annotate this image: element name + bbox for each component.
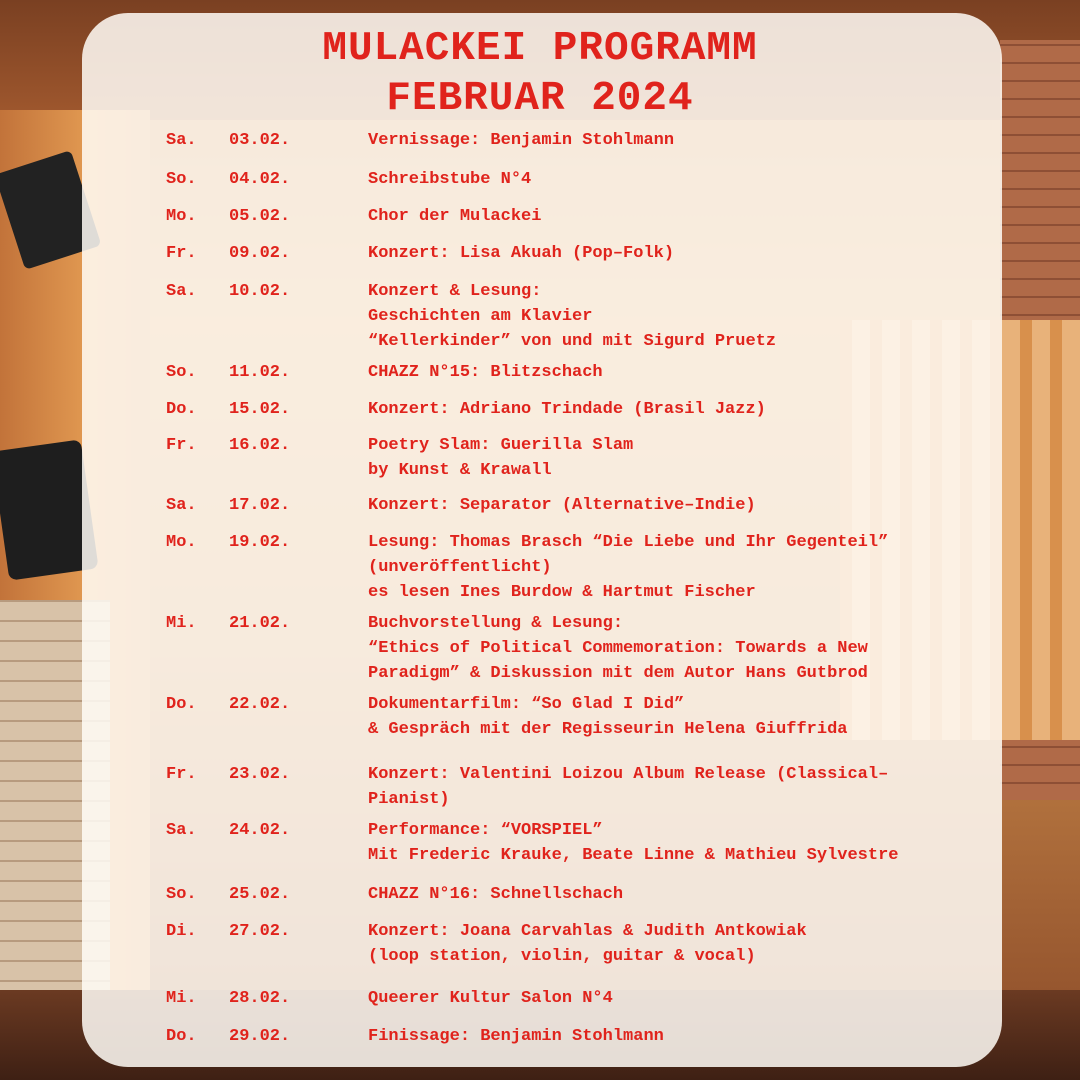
event-day: Do.: [166, 400, 197, 419]
event-description: [368, 204, 958, 229]
event-description-line: Konzert: Separator (Alternative–Indie): [368, 496, 756, 515]
event-date: 25.02.: [229, 885, 291, 904]
event-description-line: Konzert & Lesung:: [368, 282, 542, 301]
event-description: [368, 611, 958, 686]
event-description: [368, 433, 958, 483]
event-description-line: Poetry Slam: Guerilla Slam: [368, 436, 634, 455]
event-day: Mo.: [166, 533, 197, 552]
event-day: Fr.: [166, 765, 197, 784]
event-date: 23.02.: [229, 765, 291, 784]
event-date: 24.02.: [229, 821, 291, 840]
event-description: [368, 397, 958, 422]
event-description-line: Lesung: Thomas Brasch “Die Liebe und Ihr Gegenteil”: [368, 533, 889, 552]
event-day: Fr.: [166, 244, 197, 263]
program-month: FEBRUAR 2024: [386, 76, 694, 122]
event-day: Mi.: [166, 614, 197, 633]
program-title: MULACKEI PROGRAMM: [322, 26, 758, 72]
event-description-line: Vernissage: Benjamin Stohlmann: [368, 131, 675, 150]
event-day: Sa.: [166, 131, 197, 150]
event-description-line: (loop station, violin, guitar & vocal): [368, 947, 756, 966]
event-description: [368, 360, 958, 385]
event-date: 11.02.: [229, 363, 291, 382]
event-date: 28.02.: [229, 989, 291, 1008]
event-description-line: Queerer Kultur Salon N°4: [368, 989, 613, 1008]
event-date: 17.02.: [229, 496, 291, 515]
event-description-line: Konzert: Joana Carvahlas & Judith Antkowiak: [368, 922, 807, 941]
event-day: Mi.: [166, 989, 197, 1008]
event-day: Mo.: [166, 207, 197, 226]
event-description-line: Mit Frederic Krauke, Beate Linne & Mathieu Sylvestre: [368, 846, 899, 865]
event-description: [368, 882, 958, 907]
event-date: 21.02.: [229, 614, 291, 633]
event-day: Do.: [166, 695, 197, 714]
event-description-line: Dokumentarfilm: “So Glad I Did”: [368, 695, 685, 714]
event-day: Sa.: [166, 282, 197, 301]
event-description-line: Finissage: Benjamin Stohlmann: [368, 1027, 664, 1046]
event-description-line: Paradigm” & Diskussion mit dem Autor Hans Gutbrod: [368, 664, 868, 683]
event-date: 22.02.: [229, 695, 291, 714]
event-description: [368, 530, 958, 605]
event-description-line: “Kellerkinder” von und mit Sigurd Pruetz: [368, 332, 777, 351]
event-description-line: by Kunst & Krawall: [368, 461, 552, 480]
event-description: [368, 279, 958, 354]
event-day: Sa.: [166, 821, 197, 840]
event-date: 15.02.: [229, 400, 291, 419]
event-date: 03.02.: [229, 131, 291, 150]
event-date: 04.02.: [229, 170, 291, 189]
event-description-line: Schreibstube N°4: [368, 170, 532, 189]
event-description-line: Performance: “VORSPIEL”: [368, 821, 603, 840]
event-description-line: Konzert: Adriano Trindade (Brasil Jazz): [368, 400, 766, 419]
event-description-line: es lesen Ines Burdow & Hartmut Fischer: [368, 583, 756, 602]
event-day: So.: [166, 885, 197, 904]
event-day: Do.: [166, 1027, 197, 1046]
event-description: [368, 818, 958, 868]
event-day: Fr.: [166, 436, 197, 455]
event-day: So.: [166, 363, 197, 382]
event-description: [368, 692, 958, 742]
event-date: 10.02.: [229, 282, 291, 301]
event-date: 29.02.: [229, 1027, 291, 1046]
event-date: 16.02.: [229, 436, 291, 455]
event-day: So.: [166, 170, 197, 189]
event-date: 09.02.: [229, 244, 291, 263]
event-description: [368, 167, 958, 192]
event-description: [368, 1024, 958, 1049]
event-description-line: CHAZZ N°16: Schnellschach: [368, 885, 624, 904]
event-description-line: Pianist): [368, 790, 450, 809]
event-date: 27.02.: [229, 922, 291, 941]
event-date: 05.02.: [229, 207, 291, 226]
event-description: [368, 241, 958, 266]
event-day: Sa.: [166, 496, 197, 515]
event-description: [368, 493, 958, 518]
event-description-line: & Gespräch mit der Regisseurin Helena Giuffrida: [368, 720, 848, 739]
event-description-line: Konzert: Valentini Loizou Album Release (Classical–: [368, 765, 889, 784]
event-description: [368, 762, 958, 812]
event-description-line: Buchvorstellung & Lesung:: [368, 614, 624, 633]
event-description-line: “Ethics of Political Commemoration: Towards a New: [368, 639, 868, 658]
event-description-line: Konzert: Lisa Akuah (Pop–Folk): [368, 244, 675, 263]
event-description-line: CHAZZ N°15: Blitzschach: [368, 363, 603, 382]
event-description: [368, 128, 958, 153]
event-description: [368, 986, 958, 1011]
event-description-line: Chor der Mulackei: [368, 207, 542, 226]
event-description: [368, 919, 958, 969]
event-description-line: Geschichten am Klavier: [368, 307, 593, 326]
event-day: Di.: [166, 922, 197, 941]
event-date: 19.02.: [229, 533, 291, 552]
event-description-line: (unveröffentlicht): [368, 558, 552, 577]
